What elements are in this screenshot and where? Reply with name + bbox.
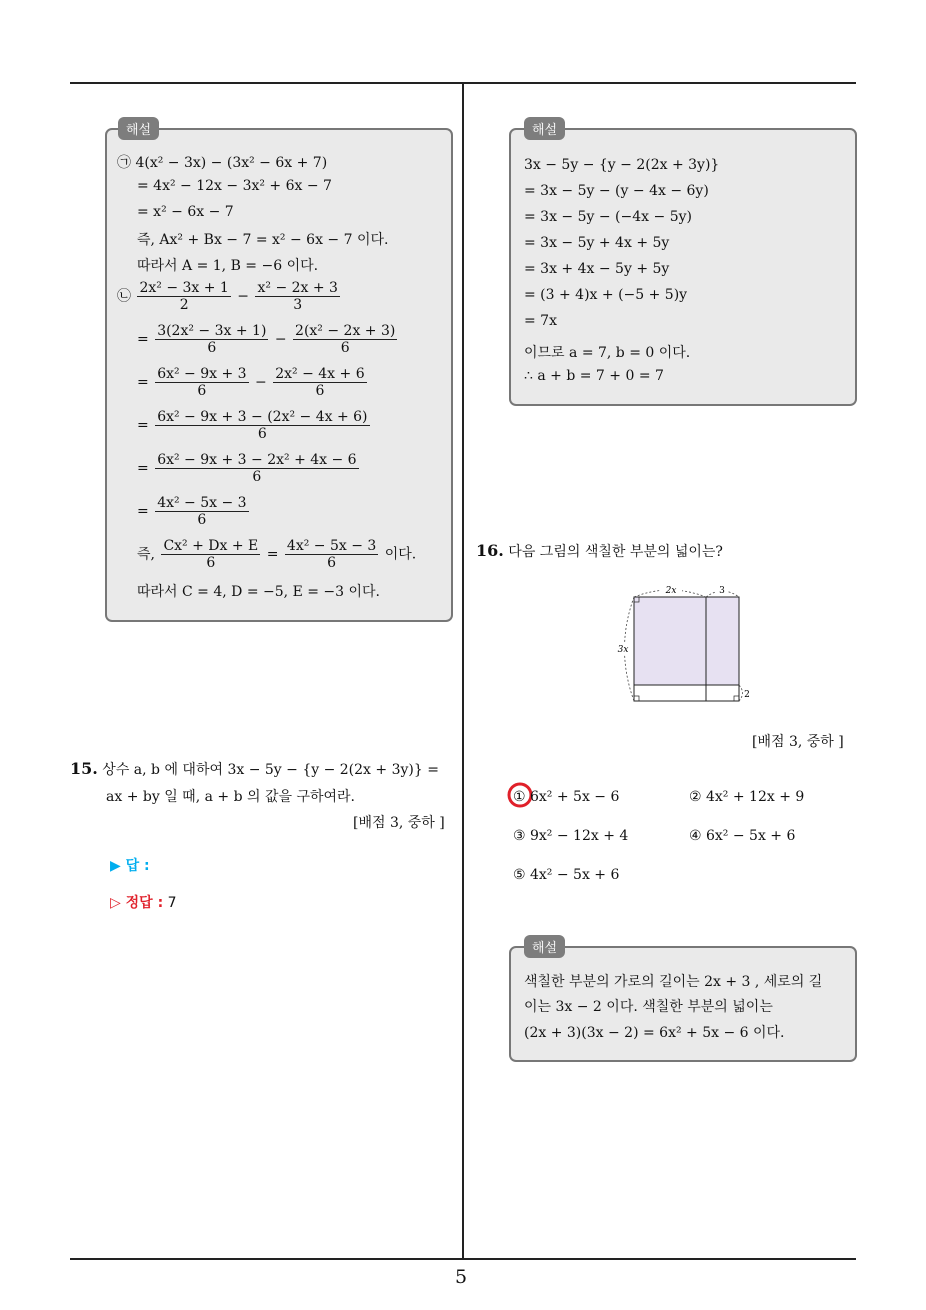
solution-fraction-line: = $\frac{\text{6x² − 9x + 3 − (2x² − 4x + 6)}}{6}$ bbox=[137, 409, 368, 442]
solution-line: = 3x − 5y − (y − 4x − 6y) bbox=[524, 183, 709, 199]
option-4[interactable]: ④ 6x² − 5x + 6 bbox=[689, 828, 796, 844]
fraction: $\frac{\text{3(2x² − 3x + 1)}}{6}$ bbox=[157, 323, 267, 356]
shaded-region bbox=[634, 597, 739, 685]
question-number: 16. bbox=[476, 541, 504, 560]
solution-fraction-line: 즉, $\frac{\text{Cx² + Dx + E}}{6}$ = $\frac{\text{4x² − 5x − 3}}{6}$ 이다. bbox=[137, 538, 417, 571]
solution-line: 즉, Ax² + Bx − 7 = x² − 6x − 7 이다. bbox=[137, 232, 389, 248]
fraction: $\frac{\text{4x² − 5x − 3}}{6}$ bbox=[286, 538, 377, 571]
question-16-line bbox=[476, 541, 723, 561]
option-2[interactable]: ② 4x² + 12x + 9 bbox=[689, 789, 805, 805]
solution-line: 이므로 a = 7, b = 0 이다. bbox=[524, 345, 691, 361]
dim-label-left: 3x bbox=[617, 645, 629, 655]
question-16-score: [배점 3, 중하 ] bbox=[752, 734, 844, 750]
question-text: 상수 a, b 에 대하여 3x − 5y − {y − 2(2x + 3y)} = bbox=[102, 762, 439, 778]
dimension-arc-right bbox=[739, 685, 743, 701]
question-15-line2: ax + by 일 때, a + b 의 값을 구하여라. bbox=[106, 789, 356, 805]
solution-line: = (3 + 4)x + (−5 + 5)y bbox=[524, 287, 688, 303]
solution-line: (2x + 3)(3x − 2) = 6x² + 5x − 6 이다. bbox=[524, 1025, 785, 1041]
question-15-line1 bbox=[70, 759, 439, 779]
dim-label-top-left: 2x bbox=[665, 586, 677, 596]
right-angle-mark bbox=[634, 696, 639, 701]
fraction: $\frac{\text{4x² − 5x − 3}}{6}$ bbox=[157, 495, 247, 528]
fraction: $\frac{\text{2(x² − 2x + 3)}}{6}$ bbox=[295, 323, 396, 356]
bottom-rule bbox=[70, 1258, 856, 1260]
solution-fraction-line: = $\frac{\text{6x² − 9x + 3 − 2x² + 4x − 6}}{6}$ bbox=[137, 452, 357, 485]
solution-fraction-line: = $\frac{\text{4x² − 5x − 3}}{6}$ bbox=[137, 495, 247, 528]
page-number: 5 bbox=[455, 1266, 468, 1288]
solution-tag: 해설 bbox=[118, 117, 159, 140]
solution-tag: 해설 bbox=[524, 117, 565, 140]
fraction: $\frac{\text{2x² − 3x + 1}}{2}$ bbox=[139, 280, 229, 313]
fraction: $\frac{\text{Cx² + Dx + E}}{6}$ bbox=[163, 538, 259, 571]
solution-line: = x² − 6x − 7 bbox=[137, 204, 234, 220]
fraction: $\frac{\text{2x² − 4x + 6}}{6}$ bbox=[275, 366, 365, 399]
dim-label-right: 2 bbox=[744, 690, 750, 700]
right-angle-mark bbox=[734, 696, 739, 701]
solution-line: = 7x bbox=[524, 313, 557, 329]
solution-tag: 해설 bbox=[524, 935, 565, 958]
option-5[interactable]: ⑤ 4x² − 5x + 6 bbox=[513, 867, 620, 883]
circled-label: ㉡ bbox=[117, 288, 131, 305]
solution-line: 색칠한 부분의 가로의 길이는 2x + 3 , 세로의 길 bbox=[524, 974, 823, 990]
correct-value: 7 bbox=[167, 895, 177, 911]
option-1[interactable]: ① 6x² + 5x − 6 bbox=[513, 789, 620, 805]
fraction: $\frac{\text{6x² − 9x + 3 − (2x² − 4x + 6)}}{6}$ bbox=[157, 409, 368, 442]
solution-line: = 4x² − 12x − 3x² + 6x − 7 bbox=[137, 178, 332, 194]
column-divider bbox=[462, 83, 464, 1258]
solution-line: 따라서 A = 1, B = −6 이다. bbox=[137, 258, 319, 274]
solution-line: ㉠ 4(x² − 3x) − (3x² − 6x + 7) bbox=[117, 155, 328, 171]
solution-fraction-line: = $\frac{\text{3(2x² − 3x + 1)}}{6}$ − $\frac{\text{2(x² − 2x + 3)}}{6}$ bbox=[137, 323, 396, 356]
correct-label: ▷ 정답 : bbox=[110, 895, 164, 911]
solution-line: = 3x − 5y + 4x + 5y bbox=[524, 235, 670, 251]
option-3[interactable]: ③ 9x² − 12x + 4 bbox=[513, 828, 629, 844]
fraction: $\frac{\text{x² − 2x + 3}}{3}$ bbox=[257, 280, 338, 313]
question-text: 다음 그림의 색칠한 부분의 넓이는? bbox=[508, 544, 723, 560]
correct-answer-row bbox=[110, 892, 177, 912]
solution-line: = 3x + 4x − 5y + 5y bbox=[524, 261, 670, 277]
fraction: $\frac{\text{6x² − 9x + 3}}{6}$ bbox=[157, 366, 247, 399]
solution-line: 이는 3x − 2 이다. 색칠한 부분의 넓이는 bbox=[524, 999, 773, 1015]
dim-label-top-right: 3 bbox=[719, 586, 725, 596]
question-number: 15. bbox=[70, 759, 98, 778]
question-15-score: [배점 3, 중하 ] bbox=[353, 815, 445, 831]
solution-line: 따라서 C = 4, D = −5, E = −3 이다. bbox=[137, 584, 381, 600]
answer-label: ▶ 답 : bbox=[110, 858, 150, 874]
solution-line: ∴ a + b = 7 + 0 = 7 bbox=[524, 368, 664, 384]
fraction: $\frac{\text{6x² − 9x + 3 − 2x² + 4x − 6}}{6}$ bbox=[157, 452, 357, 485]
area-figure bbox=[610, 580, 760, 710]
solution-line: 3x − 5y − {y − 2(2x + 3y)} bbox=[524, 157, 720, 173]
solution-fraction-line: ㉡ $\frac{\text{2x² − 3x + 1}}{2}$ − $\frac{\text{x² − 2x + 3}}{3}$ bbox=[117, 280, 338, 313]
solution-fraction-line: = $\frac{\text{6x² − 9x + 3}}{6}$ − $\frac{\text{2x² − 4x + 6}}{6}$ bbox=[137, 366, 365, 399]
solution-line: = 3x − 5y − (−4x − 5y) bbox=[524, 209, 692, 225]
